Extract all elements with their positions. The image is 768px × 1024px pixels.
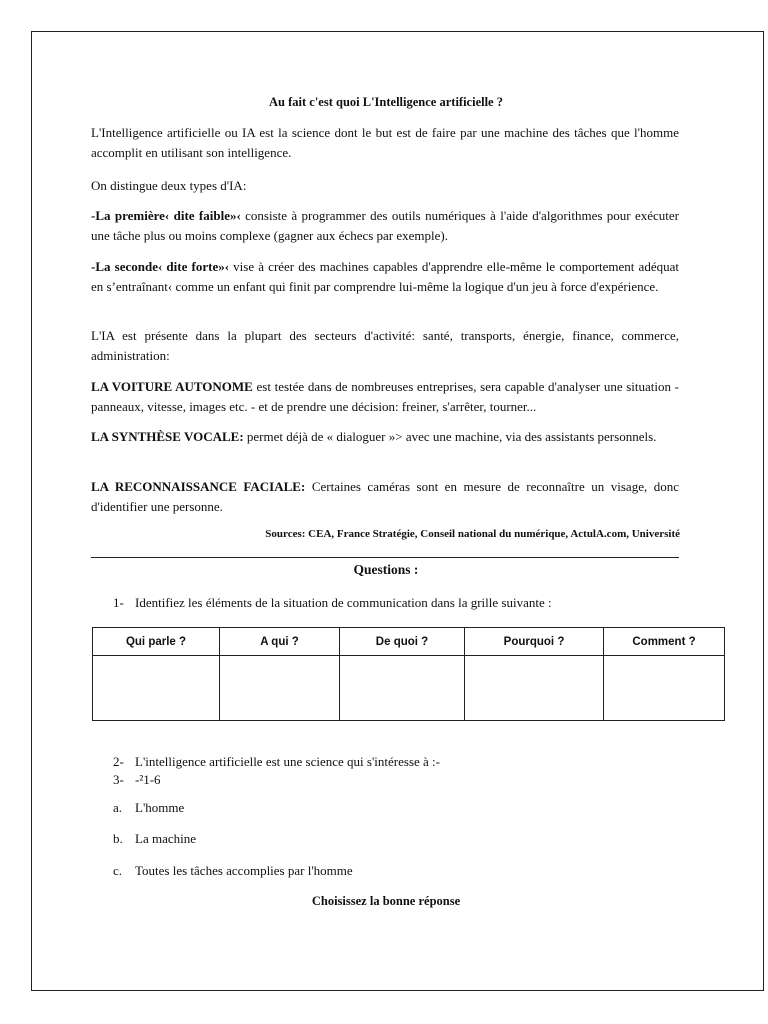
grid-header-pourquoi: Pourquoi ?	[465, 628, 604, 656]
intro-paragraph: L'Intelligence artificielle ou IA est la science dont le but est de faire par une machine des tâches que l'homme accomplit en utilisant son intelligence.	[91, 125, 679, 160]
type-strong-label: -La seconde‹ dite forte»‹	[91, 259, 230, 274]
grid-header-a-qui: A qui ?	[220, 628, 340, 656]
grid-cell-de-quoi[interactable]	[340, 656, 465, 721]
document-page	[31, 31, 764, 991]
voice-label: LA SYNTHÈSE VOCALE:	[91, 429, 244, 444]
option-c[interactable]	[113, 862, 353, 880]
option-b[interactable]	[113, 830, 196, 848]
question-1-number: 1-	[113, 595, 124, 610]
question-3	[113, 771, 161, 789]
option-c-text: Toutes les tâches accomplies par l'homme	[135, 863, 353, 878]
type-strong-paragraph	[91, 257, 679, 297]
question-2	[113, 753, 440, 771]
voice-paragraph	[91, 427, 679, 447]
type-weak-label: -La première‹ dite faible»‹	[91, 208, 241, 223]
instruction-text: Choisissez la bonne réponse	[311, 894, 461, 908]
option-a[interactable]	[113, 799, 184, 817]
grid-header-qui-parle: Qui parle ?	[93, 628, 220, 656]
grid-header-row	[93, 628, 725, 656]
grid-header-de-quoi: De quoi ?	[340, 628, 465, 656]
face-label: LA RECONNAISSANCE FACIALE:	[91, 479, 306, 494]
voice-text: permet déjà de « dialoguer »> avec une machine, via des assistants personnels.	[243, 429, 657, 444]
face-paragraph	[91, 477, 679, 517]
question-3-number: 3-	[113, 772, 124, 787]
sources-line: Sources: CEA, France Stratégie, Conseil national du numérique, ActulA.com, Université	[265, 528, 680, 540]
communication-grid	[92, 627, 725, 721]
grid-header-comment: Comment ?	[604, 628, 725, 656]
section-divider	[91, 557, 679, 558]
question-2-number: 2-	[113, 754, 124, 769]
type-weak-text: consiste à programmer des outils numériques à l'aide d'algorithmes pour exécuter une tâche plus ou moins complexe (gagner aux échecs par exemple).	[91, 208, 679, 243]
types-intro: On distingue deux types d'IA:	[91, 178, 247, 193]
option-a-text: L'homme	[135, 800, 185, 815]
car-paragraph	[91, 377, 679, 417]
question-3-text: -²1-6	[135, 772, 161, 787]
grid-cell-comment[interactable]	[604, 656, 725, 721]
questions-heading: Questions :	[353, 562, 419, 577]
grid-answer-row	[93, 656, 725, 721]
type-weak-paragraph	[91, 206, 679, 246]
option-b-text: La machine	[135, 831, 196, 846]
car-text: est testée dans de nombreuses entreprises, sera capable d'analyser une situation -panneaux, vitesse, images etc. - et de prendre une décision: freiner, s'arrêter, tourner...	[91, 379, 679, 414]
grid-cell-a-qui[interactable]	[220, 656, 340, 721]
sectors-paragraph: L'IA est présente dans la plupart des secteurs d'activité: santé, transports, énergie, finance, commerce, administration:	[91, 328, 679, 363]
option-a-letter: a.	[113, 800, 123, 815]
car-label: LA VOITURE AUTONOME	[91, 379, 253, 394]
grid-cell-pourquoi[interactable]	[465, 656, 604, 721]
question-1-text: Identifiez les éléments de la situation de communication dans la grille suivante :	[135, 595, 552, 610]
question-1	[113, 594, 552, 612]
type-strong-text: vise à créer des machines capables d'apprendre elle-même le comportement adéquat en s’entraînant‹ comme un enfant qui finit par comprendre lui-même la logique d'un jeu à force d'expérience.	[91, 259, 679, 294]
document-title: Au fait c'est quoi L'Intelligence artificielle ?	[269, 95, 503, 109]
question-2-text: L'intelligence artificielle est une science qui s'intéresse à :-	[135, 754, 440, 769]
option-b-letter: b.	[113, 831, 123, 846]
face-text: Certaines caméras sont en mesure de reconnaître un visage, donc d'identifier une personne.	[91, 479, 679, 514]
grid-cell-qui-parle[interactable]	[93, 656, 220, 721]
option-c-letter: c.	[113, 863, 123, 878]
